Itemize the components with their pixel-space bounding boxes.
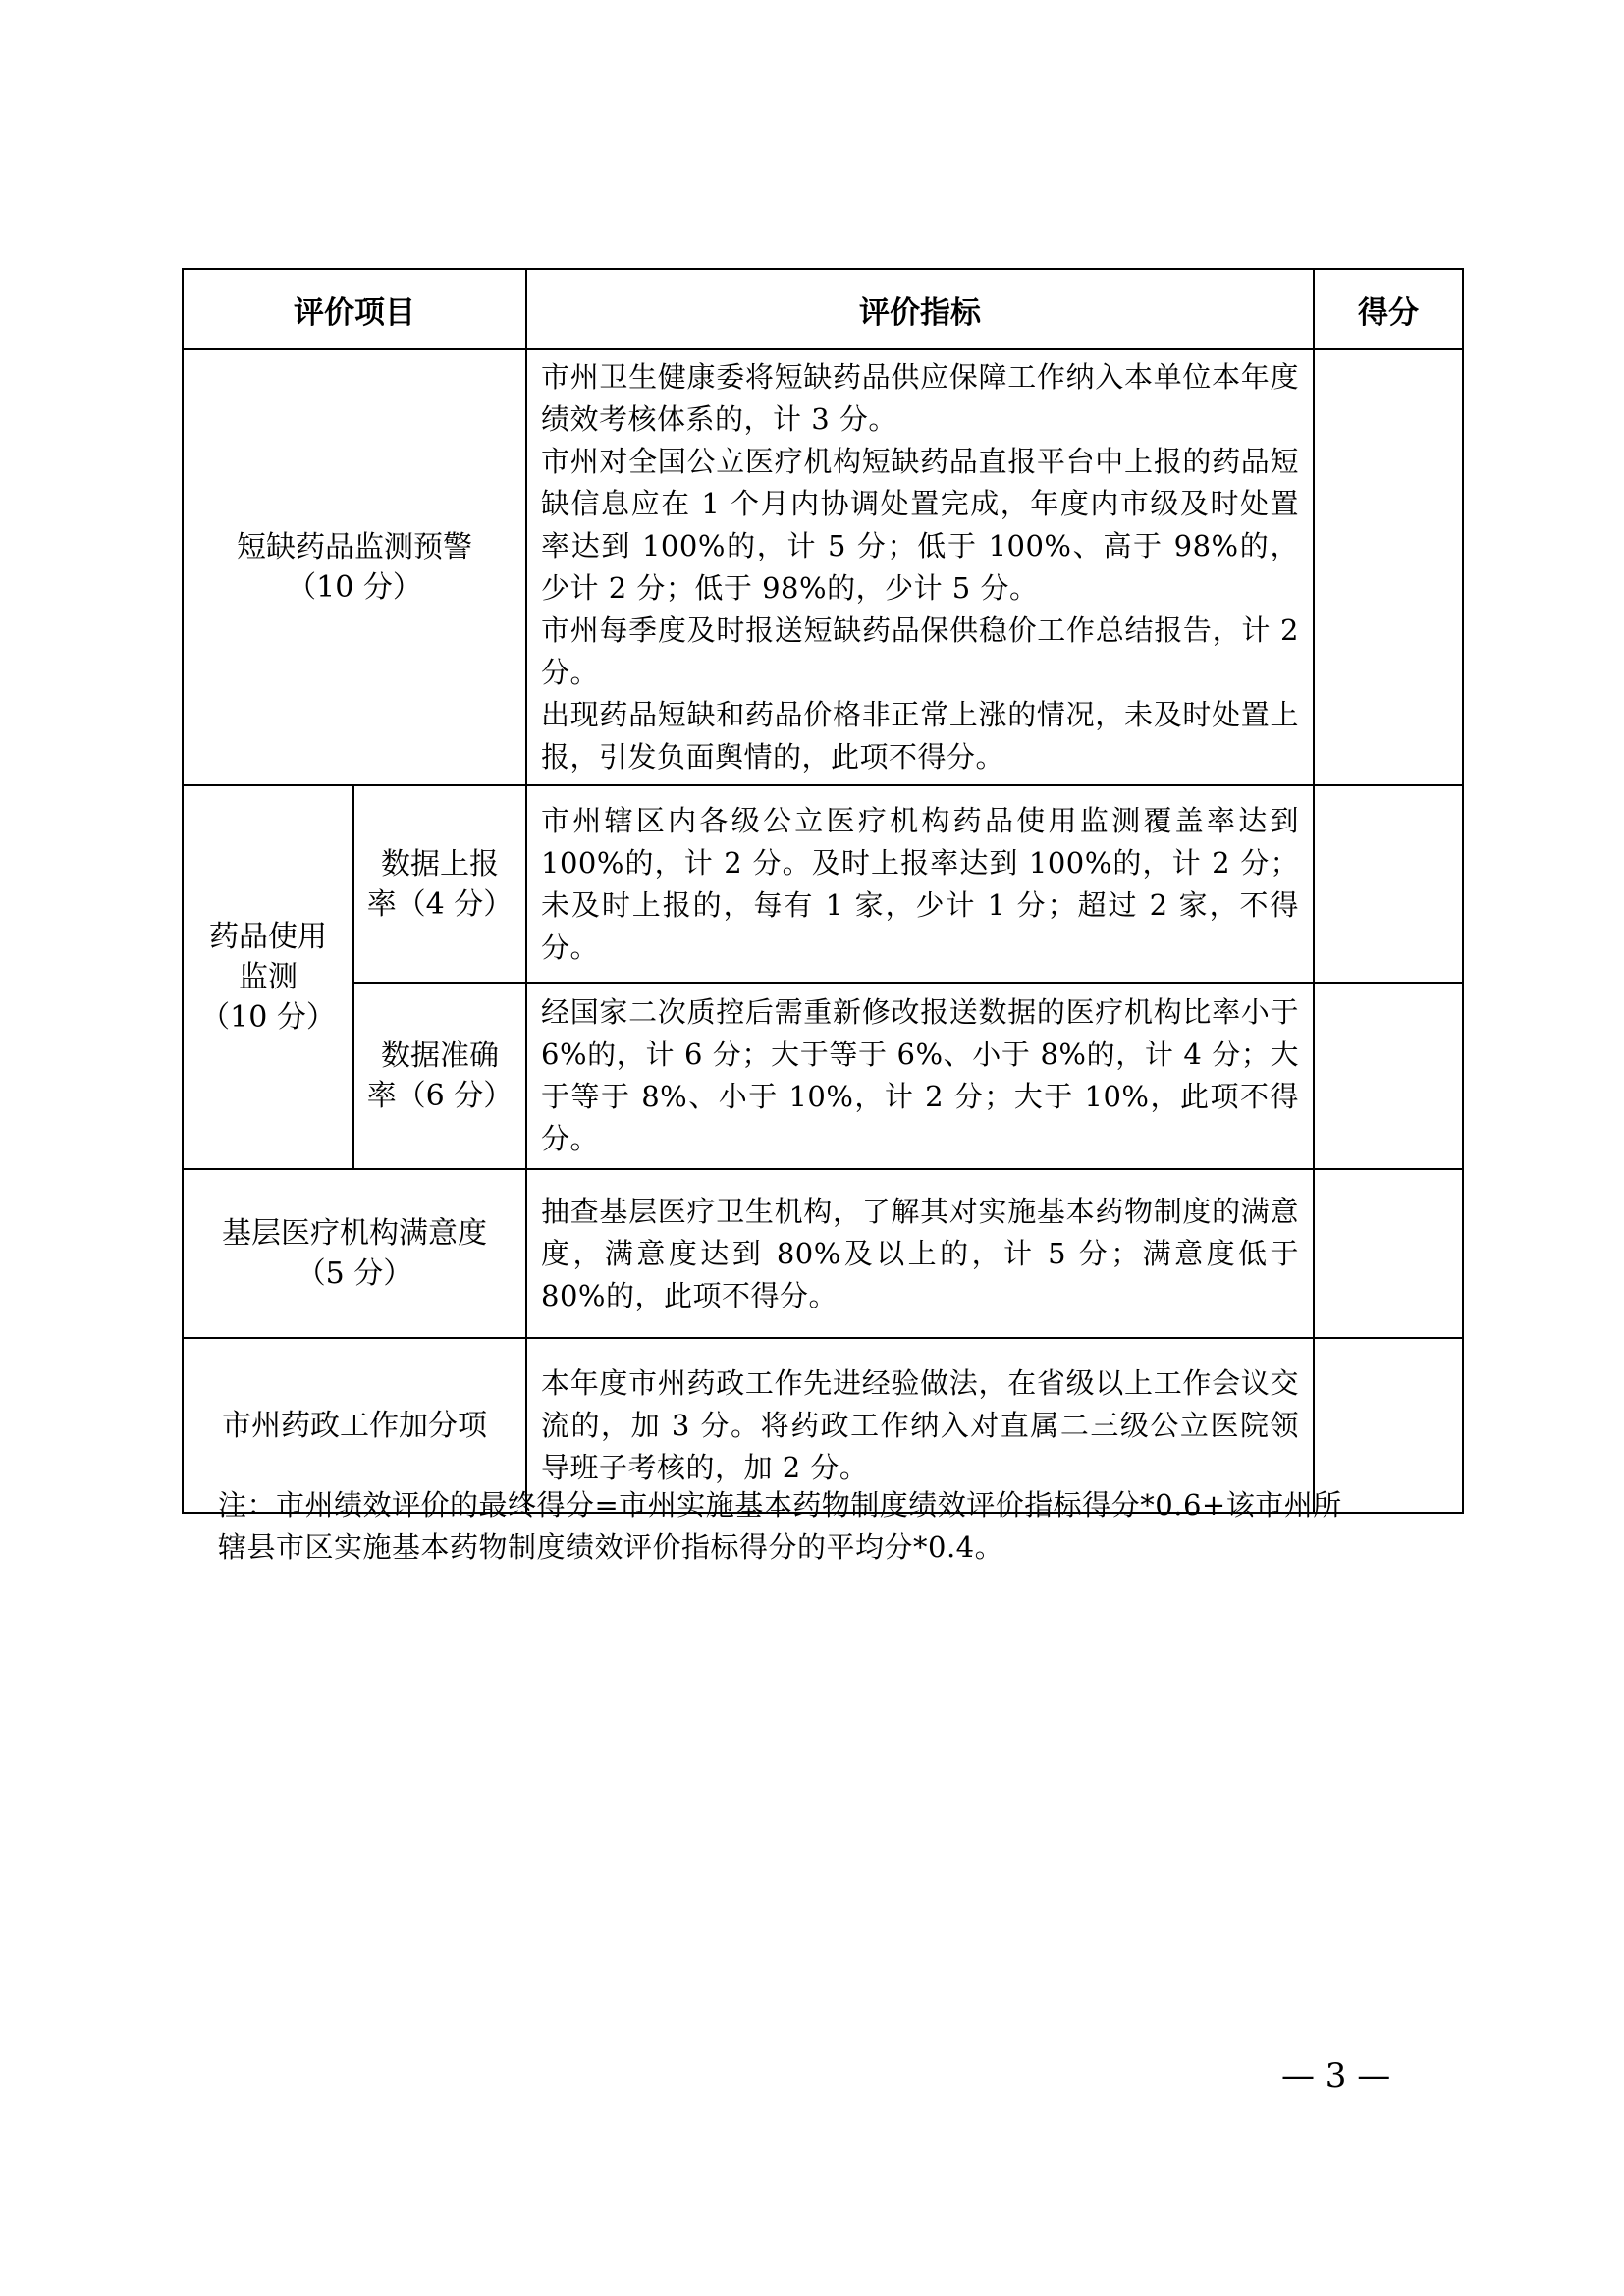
subitem-cell: [353, 983, 526, 1169]
table-row: [183, 1169, 1463, 1338]
score-cell: [1314, 1169, 1463, 1338]
subitem-cell: [353, 785, 526, 983]
header-item: 评价项目: [183, 269, 526, 349]
criteria-paragraph: 市州对全国公立医疗机构短缺药品直报平台中上报的药品短缺信息应在 1 个月内协调处置完成，年度内市级及时处置率达到 100%的，计 5 分；低于 100%、高于 98%的，少计 2 分；低于 98%的，少计 5 分。: [541, 445, 1299, 605]
criteria-cell: 市州辖区内各级公立医疗机构药品使用监测覆盖率达到 100%的，计 2 分。及时上报率达到 100%的，计 2 分；未及时上报的，每有 1 家，少计 1 分；超过 2 家，不得分。: [526, 785, 1314, 983]
criteria-cell: 经国家二次质控后需重新修改报送数据的医疗机构比率小于 6%的，计 6 分；大于等于 6%、小于 8%的，计 4 分；大于等于 8%、小于 10%，计 2 分；大于 10%，此项不得分。: [526, 983, 1314, 1169]
header-criteria: 评价指标: [526, 269, 1314, 349]
score-cell: [1314, 983, 1463, 1169]
item-label: 基层医疗机构满意度: [222, 1216, 487, 1251]
score-cell: [1314, 349, 1463, 785]
item-points: （10 分）: [200, 1000, 336, 1035]
criteria-cell: [526, 349, 1314, 785]
item-points: （5 分）: [296, 1256, 413, 1291]
item-cell: [183, 785, 353, 1169]
item-label: 市州药政工作加分项: [222, 1408, 487, 1443]
criteria-paragraph: 市州每季度及时报送短缺药品保供稳价工作总结报告，计 2 分。: [541, 614, 1299, 689]
table-row: [183, 785, 1463, 983]
criteria-paragraph: 市州卫生健康委将短缺药品供应保障工作纳入本单位本年度绩效考核体系的，计 3 分。: [541, 360, 1299, 436]
criteria-cell: 本年度市州药政工作先进经验做法，在省级以上工作会议交流的，加 3 分。将药政工作纳入对直属二三级公立医院领导班子考核的，加 2 分。: [526, 1338, 1314, 1513]
item-cell: [183, 349, 526, 785]
subitem-label-line2: 率（6 分）: [366, 1079, 514, 1113]
table-footnote: [218, 1484, 1445, 1569]
table-row: [183, 349, 1463, 785]
footnote-line: 注：市州绩效评价的最终得分=市州实施基本药物制度绩效评价指标得分*0.6+该市州所: [218, 1488, 1342, 1522]
item-label: 短缺药品监测预警: [237, 530, 472, 564]
score-cell: [1314, 785, 1463, 983]
criteria-cell: 抽查基层医疗卫生机构，了解其对实施基本药物制度的满意度，满意度达到 80%及以上的，计 5 分；满意度低于 80%的，此项不得分。: [526, 1169, 1314, 1338]
table-row: [183, 983, 1463, 1169]
header-score: 得分: [1314, 269, 1463, 349]
criteria-paragraph: 出现药品短缺和药品价格非正常上涨的情况，未及时处置上报，引发负面舆情的，此项不得分。: [541, 698, 1299, 774]
item-points: （10 分）: [287, 570, 422, 605]
subitem-label-line1: 数据上报: [381, 846, 499, 881]
table-header-row: [183, 269, 1463, 349]
evaluation-table: [182, 268, 1464, 1514]
item-label-line2: 监测: [239, 960, 298, 994]
footnote-line: 辖县市区实施基本药物制度绩效评价指标得分的平均分*0.4。: [218, 1530, 1004, 1564]
page-number: — 3 —: [1281, 2056, 1391, 2096]
subitem-label-line2: 率（4 分）: [366, 886, 514, 922]
item-cell: [183, 1169, 526, 1338]
item-label-line1: 药品使用: [209, 920, 327, 954]
subitem-label-line1: 数据准确: [381, 1039, 499, 1073]
